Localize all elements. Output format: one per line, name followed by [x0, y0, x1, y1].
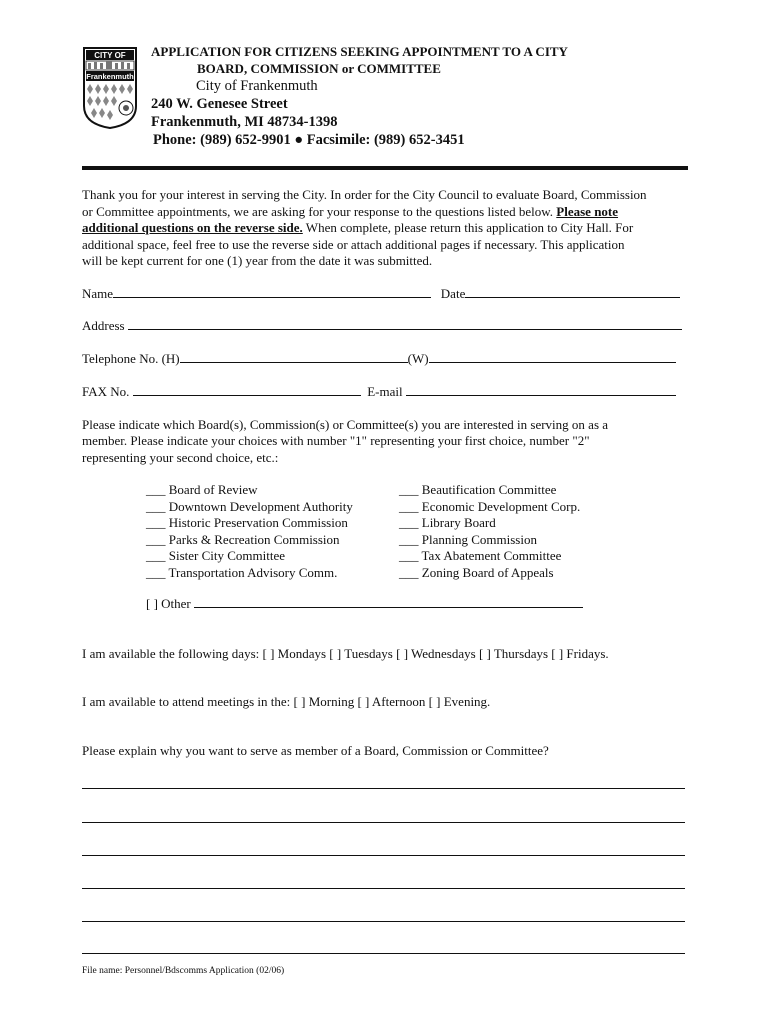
boards-prompt-line2: member. Please indicate your choices with number "1" representing your first choice, number "2": [82, 433, 590, 448]
choice-library-board[interactable]: ___ Library Board: [399, 515, 496, 530]
choice-zoning-board[interactable]: ___ Zoning Board of Appeals: [399, 564, 554, 580]
name-field[interactable]: [113, 286, 431, 298]
intro-text: or Committee appointments, we are asking for your response to the questions listed below.: [82, 204, 557, 219]
answer-line[interactable]: [82, 888, 685, 889]
other-row: [146, 596, 583, 613]
telephone-label: Telephone No. (H): [82, 351, 180, 366]
note-underlined: Please note: [556, 204, 619, 219]
address-label: Address: [82, 318, 128, 333]
choice-economic-development[interactable]: ___ Economic Development Corp.: [399, 498, 581, 514]
choices-right-column: [399, 482, 580, 581]
choice-board-of-review[interactable]: ___ Board of Review: [146, 482, 258, 497]
choice-beautification[interactable]: ___ Beautification Committee: [399, 482, 557, 497]
phone-fax: Phone: (989) 652-9901 ● Facsimile: (989) 652-3451: [153, 132, 465, 148]
city-name: City of Frankenmuth: [196, 78, 318, 94]
city-state-zip: Frankenmuth, MI 48734-1398: [151, 114, 338, 130]
name-row: [82, 286, 680, 303]
choices-left-column: [146, 482, 353, 581]
availability-days[interactable]: I am available the following days: [ ] Mondays [ ] Tuesdays [ ] Wednesdays [ ] Thursdays [ ] Fridays.: [82, 646, 609, 661]
choice-downtown-development[interactable]: ___ Downtown Development Authority: [146, 498, 353, 514]
work-phone-label: (W): [407, 351, 429, 366]
answer-line[interactable]: [82, 822, 685, 823]
file-name-footer: File name: Personnel/Bdscomms Application (02/06): [82, 966, 285, 976]
answer-line[interactable]: [82, 855, 685, 856]
intro-line3: [82, 220, 692, 237]
intro-line5: will be kept current for one (1) year from the date it was submitted.: [82, 253, 433, 268]
choice-transportation-advisory[interactable]: ___ Transportation Advisory Comm.: [146, 564, 338, 580]
intro-text-2: When complete, please return this application to City Hall. For: [302, 220, 634, 235]
answer-line[interactable]: [82, 921, 685, 922]
telephone-row: [82, 351, 676, 368]
intro-line4: additional space, feel free to use the reverse side or attach additional pages if necessary. This application: [82, 237, 625, 252]
intro-line2: [82, 204, 692, 221]
date-field[interactable]: [465, 286, 680, 298]
date-label: Date: [440, 286, 466, 301]
availability-times[interactable]: I am available to attend meetings in the: [ ] Morning [ ] Afternoon [ ] Evening.: [82, 694, 491, 709]
other-label[interactable]: [ ] Other: [146, 596, 195, 611]
email-label: E-mail: [367, 384, 406, 399]
address-field[interactable]: [128, 318, 682, 330]
choice-tax-abatement[interactable]: ___ Tax Abatement Committee: [399, 548, 562, 563]
form-title-line2: BOARD, COMMISSION or COMMITTEE: [197, 61, 441, 76]
address-row: [82, 318, 682, 335]
fax-field[interactable]: [133, 384, 361, 396]
choice-sister-city[interactable]: ___ Sister City Committee: [146, 548, 286, 563]
answer-line[interactable]: [82, 788, 685, 789]
name-label: Name: [82, 286, 114, 301]
other-field[interactable]: [194, 596, 583, 608]
note-underlined-2: additional questions on the reverse side.: [82, 220, 303, 235]
choice-historic-preservation[interactable]: ___ Historic Preservation Commission: [146, 515, 348, 530]
choice-planning-commission[interactable]: ___ Planning Commission: [399, 531, 537, 547]
answer-line[interactable]: [82, 953, 685, 954]
email-field[interactable]: [406, 384, 676, 396]
choice-parks-recreation[interactable]: ___ Parks & Recreation Commission: [146, 531, 340, 547]
form-title-line1: APPLICATION FOR CITIZENS SEEKING APPOINTMENT TO A CITY: [151, 44, 568, 59]
intro-line1: Thank you for your interest in serving the City. In order for the City Council to evaluate Board, Commission: [82, 187, 647, 202]
boards-prompt-line1: Please indicate which Board(s), Commission(s) or Committee(s) you are interested in serving on as a: [82, 417, 609, 432]
logo-text-bottom: Frankenmuth: [86, 72, 134, 81]
logo-text-top: CITY OF: [94, 51, 126, 60]
boards-prompt-line3: representing your second choice, etc.:: [82, 450, 279, 465]
home-phone-field[interactable]: [180, 351, 408, 363]
work-phone-field[interactable]: [429, 351, 676, 363]
fax-label: FAX No.: [82, 384, 133, 399]
fax-email-row: [82, 384, 676, 401]
header-divider: [82, 166, 688, 170]
street-address: 240 W. Genesee Street: [151, 96, 288, 112]
city-seal-logo: [82, 46, 138, 130]
explain-prompt: Please explain why you want to serve as member of a Board, Commission or Committee?: [82, 743, 549, 758]
